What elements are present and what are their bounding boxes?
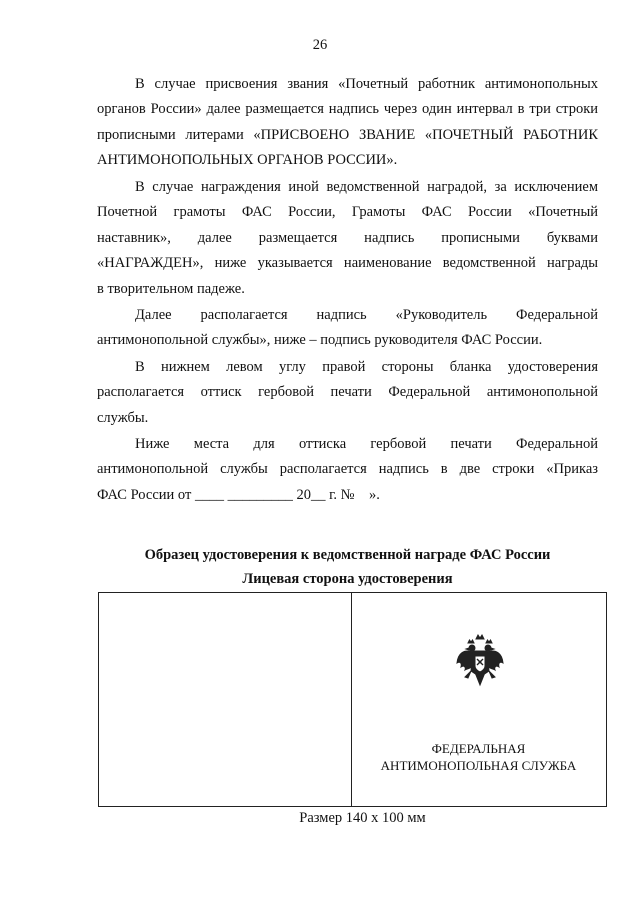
paragraph-honorary-title [97,72,598,174]
text-line: АНТИМОНОПОЛЬНЫХ ОРГАНОВ РОССИИ». [97,152,398,169]
paragraph-order [97,432,598,508]
certificate-right-side [351,593,606,806]
service-name [351,740,606,774]
text-line: службы. [97,409,149,426]
service-name-line-2: АНТИМОНОПОЛЬНАЯ СЛУЖБА [380,758,577,773]
text-line: антимонопольной службы располагается надпись в две строки «Приказ [97,461,598,478]
text-line: антимонопольной службы», ниже – подпись руководителя ФАС России. [97,332,543,349]
text-line: органов России» далее размещается надпись через один интервал в три строки [97,101,598,118]
paragraph-head-signature [97,303,598,354]
text-line: Почетной грамоты ФАС России, Грамоты ФАС России «Почетный [97,204,598,221]
coat-of-arms-icon [454,633,506,691]
text-line: в творительном падеже. [97,280,245,297]
sample-subheading: Лицевая сторона удостоверения [242,571,453,587]
text-line: Ниже места для оттиска гербовой печати Федеральной [135,436,598,452]
text-line: В нижнем левом углу правой стороны бланка удостоверения [135,359,598,375]
text-line: ФАС России от ____ _________ 20__ г. № ». [97,486,380,503]
text-line: прописными литерами «ПРИСВОЕНО ЗВАНИЕ «ПОЧЕТНЫЙ РАБОТНИК [97,126,598,143]
paragraph-other-award [97,175,598,302]
page-number: 26 [312,37,328,53]
text-line: Далее располагается надпись «Руководитель Федеральной [135,307,598,323]
paragraph-seal [97,355,598,431]
text-line: В случае награждения иной ведомственной наградой, за исключением [135,179,598,195]
certificate-sample [98,592,607,807]
size-note: Размер 140 х 100 мм [299,810,426,826]
text-line: располагается оттиск гербовой печати Федеральной антимонопольной [97,384,598,401]
text-line: «НАГРАЖДЕН», ниже указывается наименование ведомственной награды [97,255,598,272]
certificate-left-side [99,593,352,806]
text-line: В случае присвоения звания «Почетный работник антимонопольных [135,76,598,92]
service-name-line-1: ФЕДЕРАЛЬНАЯ [431,741,526,756]
text-line: наставник», далее размещается надпись прописными буквами [97,229,598,246]
sample-heading: Образец удостоверения к ведомственной награде ФАС России [144,547,551,563]
